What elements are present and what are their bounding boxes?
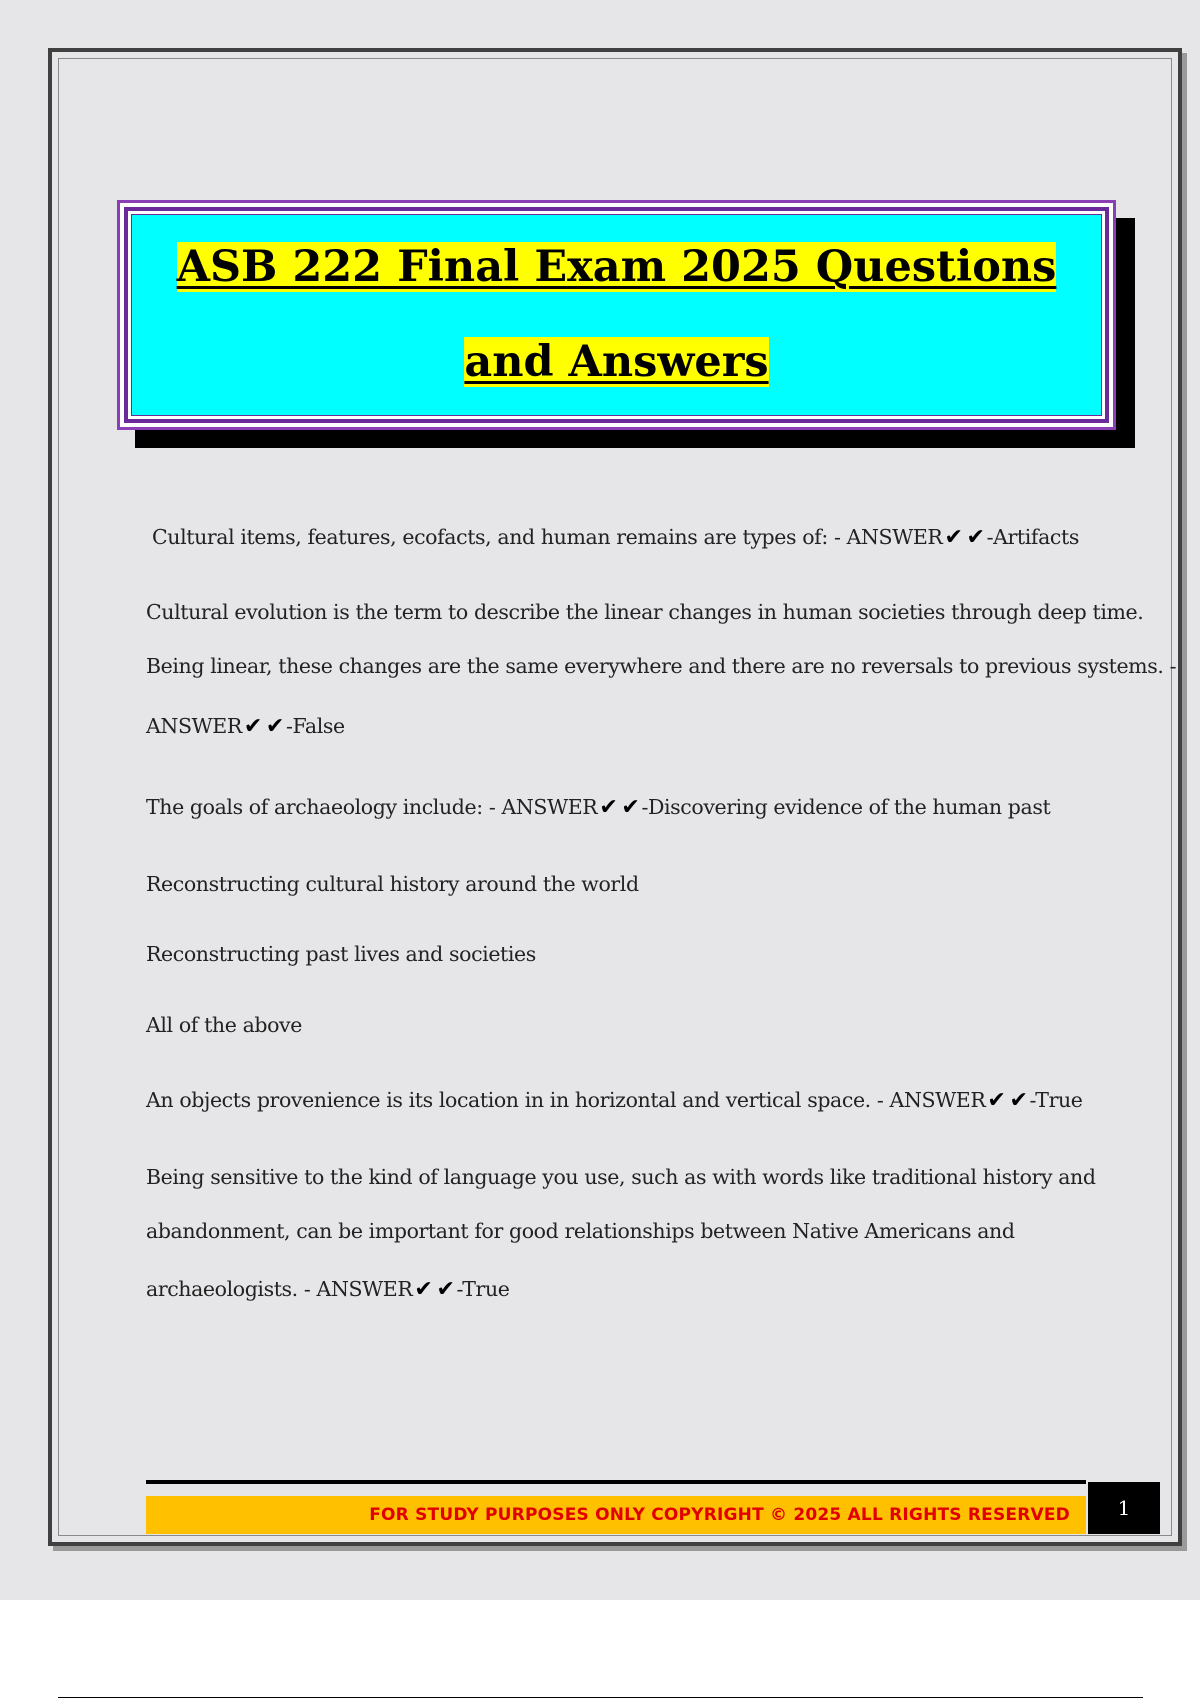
check-mark-icon: ✔ <box>265 714 284 739</box>
check-mark-icon: ✔ <box>436 1277 455 1302</box>
question-text: Cultural evolution is the term to describe the linear changes in human societies through deep time. <box>146 600 1144 624</box>
qa-line <box>152 525 1079 550</box>
answer-text: -Discovering evidence of the human past <box>641 795 1051 819</box>
qa-line <box>146 795 1050 820</box>
qa-line <box>146 600 1143 624</box>
check-mark-icon: ✔ <box>243 714 262 739</box>
question-text: Reconstructing cultural history around the world <box>146 872 639 896</box>
qa-line <box>146 654 1176 678</box>
qa-line <box>146 1277 510 1302</box>
footer-bar <box>146 1496 1086 1534</box>
copyright-notice: FOR STUDY PURPOSES ONLY COPYRIGHT © 2025 ALL RIGHTS RESERVED <box>369 1505 1070 1525</box>
check-mark-icon: ✔ <box>944 525 963 550</box>
check-mark-icon: ✔ <box>621 795 640 820</box>
document-title <box>167 220 1067 410</box>
question-text: archaeologists. - ANSWER <box>146 1277 413 1301</box>
question-text: Cultural items, features, ecofacts, and human remains are types of: - ANSWER <box>152 525 943 549</box>
question-text: abandonment, can be important for good relationships between Native Americans and <box>146 1219 1015 1243</box>
qa-line <box>146 942 536 966</box>
question-text: Being sensitive to the kind of language you use, such as with words like traditional history and <box>146 1165 1096 1189</box>
title-box-border <box>124 207 1109 423</box>
check-mark-icon: ✔ <box>987 1088 1006 1113</box>
answer-text: -False <box>285 714 345 738</box>
answer-text: -True <box>456 1277 510 1301</box>
qa-line <box>146 1088 1083 1113</box>
qa-line <box>146 1165 1096 1189</box>
question-text: ANSWER <box>146 714 242 738</box>
qa-line <box>146 1219 1015 1243</box>
question-text: Being linear, these changes are the same everywhere and there are no reversals to previous systems. - <box>146 654 1177 678</box>
qa-line <box>146 1013 302 1037</box>
title-line-2: and Answers <box>464 337 769 387</box>
title-box-fill <box>131 214 1102 416</box>
question-text: The goals of archaeology include: - ANSWER <box>146 795 598 819</box>
question-text: All of the above <box>146 1013 302 1037</box>
qa-line <box>146 714 345 739</box>
title-line-1: ASB 222 Final Exam 2025 Questions <box>176 242 1057 292</box>
page-number: 1 <box>1088 1482 1160 1534</box>
check-mark-icon: ✔ <box>1009 1088 1028 1113</box>
question-text: Reconstructing past lives and societies <box>146 942 536 966</box>
answer-text: -Artifacts <box>986 525 1079 549</box>
qa-line <box>146 872 639 896</box>
check-mark-icon: ✔ <box>966 525 985 550</box>
question-text: An objects provenience is its location in in horizontal and vertical space. - ANSWER <box>146 1088 986 1112</box>
check-mark-icon: ✔ <box>599 795 618 820</box>
footer-rule <box>146 1480 1086 1484</box>
check-mark-icon: ✔ <box>414 1277 433 1302</box>
title-box <box>117 200 1116 430</box>
bottom-rule <box>58 1697 1143 1698</box>
answer-text: -True <box>1029 1088 1083 1112</box>
